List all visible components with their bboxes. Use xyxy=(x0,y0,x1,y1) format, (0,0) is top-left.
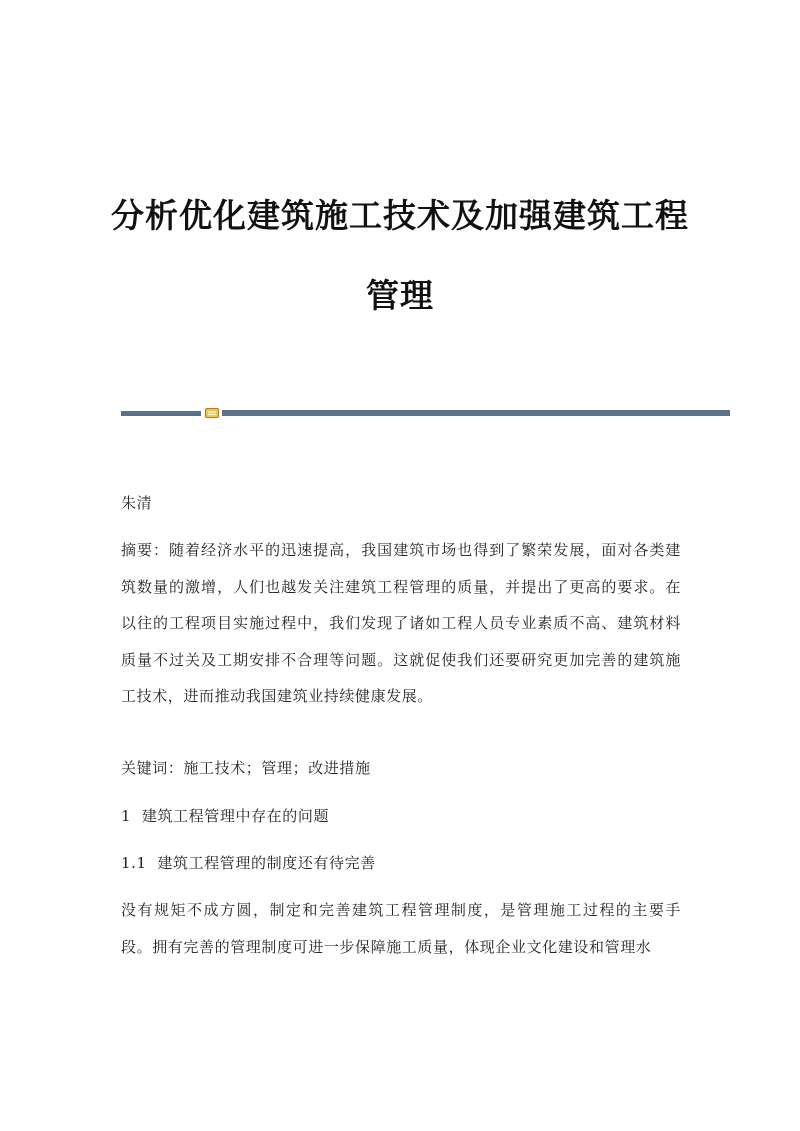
abstract-paragraph: 摘要：随着经济水平的迅速提高，我国建筑市场也得到了繁荣发展，面对各类建筑数量的激增，人们也越发关注建筑工程管理的质量，并提出了更高的要求。在以往的工程项目实施过程中，我们发现了诸如工程人员专业素质不高、建筑材料质量不过关及工期安排不合理等问题。这就促使我们还要研究更加完善的建筑施工技术，进而推动我国建筑业持续健康发展。 xyxy=(121,541,681,705)
section-heading-1-1: 1.1 建筑工程管理的制度还有待完善 xyxy=(121,854,376,872)
body-paragraph: 没有规矩不成方圆，制定和完善建筑工程管理制度，是管理施工过程的主要手段。拥有完善的管理制度可进一步保障施工质量，体现企业文化建设和管理水 xyxy=(121,901,681,956)
section-heading-1: 1 建筑工程管理中存在的问题 xyxy=(121,807,330,825)
divider-bar-left xyxy=(121,411,201,416)
document-title-line-2: 管理 xyxy=(366,276,434,315)
document-title-line-1: 分析优化建筑施工技术及加强建筑工程 xyxy=(111,196,689,235)
document-emblem-icon xyxy=(205,408,219,418)
author-name: 朱清 xyxy=(121,494,153,512)
divider-bar-right xyxy=(222,410,730,416)
title-divider xyxy=(121,408,730,418)
keywords-line: 关键词：施工技术；管理；改进措施 xyxy=(121,759,371,777)
